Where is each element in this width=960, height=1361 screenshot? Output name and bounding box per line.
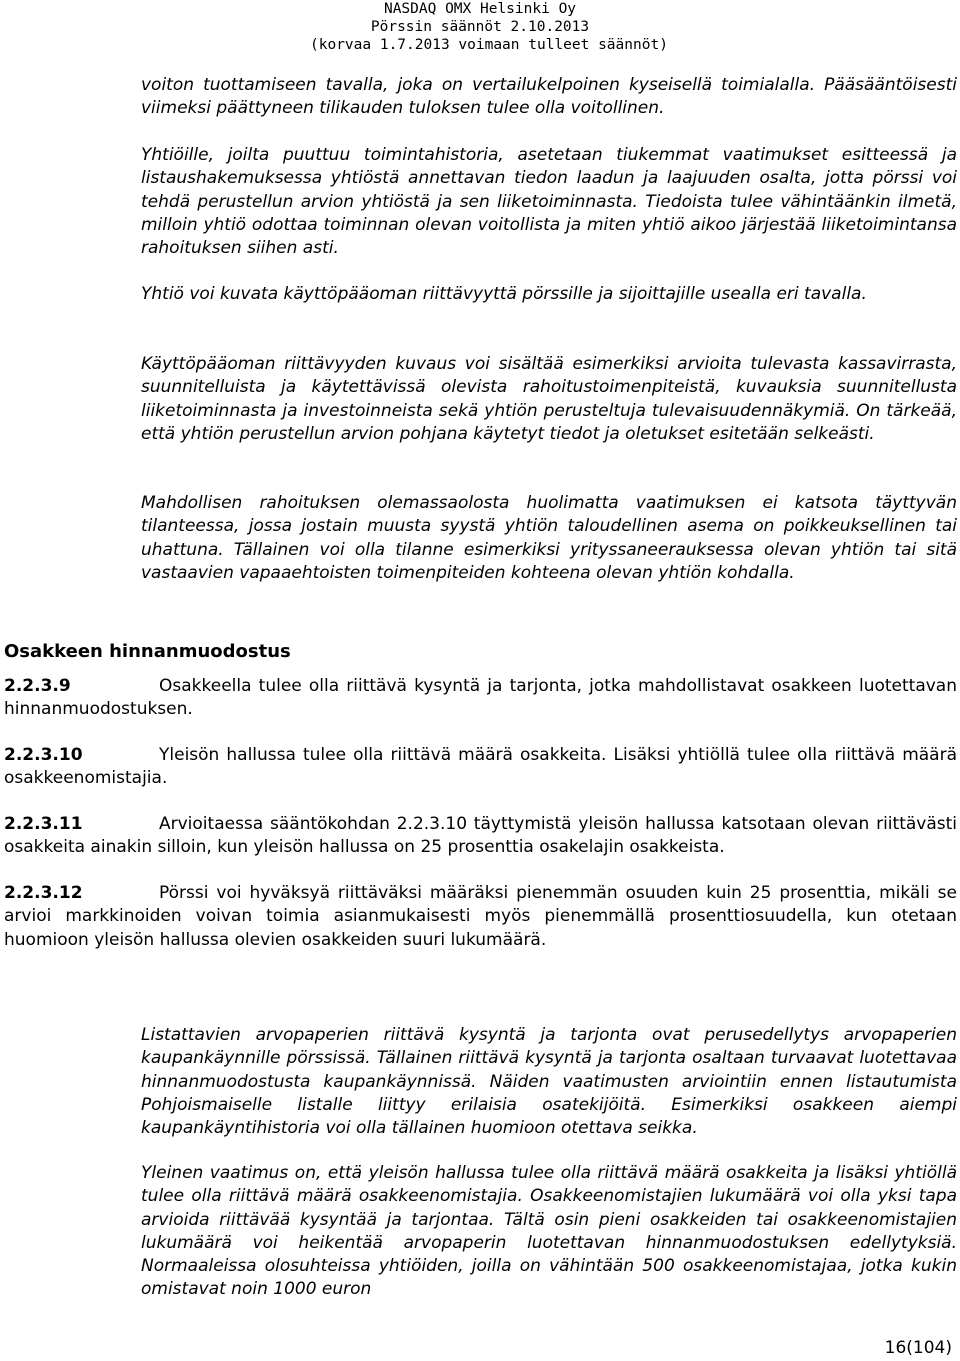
guidance-paragraph-7: Yleinen vaatimus on, että yleisön hallussa tulee olla riittävä määrä osakkeita ja lisäksi yhtiöllä tulee olla riittävä määrä osakkeenomistajia. Osakkeenomistajien lukumäärä voi olla yksi tapa arvioida riittävää kysyntää ja tarjontaa. Tältä osin pieni osakkeiden tai osakkeenomistajien lukumäärä voi heikentää arvopaperin luotettavan hinnanmuodostuksen edellytyksiä. Normaaleissa olosuhteissa yhtiöiden, joilla on vähintään 500 osakkeenomistajaa, jotka kukin omistavat noin 1000 euron xyxy=(141,1163,957,1300)
rule-number: 2.2.3.11 xyxy=(4,814,83,834)
header-line-1: NASDAQ OMX Helsinki Oy xyxy=(383,1,577,17)
guidance-paragraph-3: Yhtiö voi kuvata käyttöpääoman riittävyyttä pörssille ja sijoittajille usealla eri tavalla. xyxy=(141,284,867,304)
rule-number: 2.2.3.9 xyxy=(4,676,71,696)
guidance-paragraph-1: voiton tuottamiseen tavalla, joka on vertailukelpoinen kyseisellä toimialalla. Pääsääntöisesti viimeksi päättyneen tilikauden tuloksen tulee olla voitollinen. xyxy=(141,75,957,119)
rule-text: Arvioitaessa sääntökohdan 2.2.3.10 täyttymistä yleisön hallussa katsotaan olevan riittävästi osakkeita ainakin silloin, kun yleisön hallussa on 25 prosenttia osakelajin osakkeista. xyxy=(4,814,957,858)
guidance-paragraph-2: Yhtiöille, joilta puuttuu toimintahistoria, asetetaan tiukemmat vaatimukset esitteessä ja listaushakemuksessa yhtiöstä annettavan tiedon laadun ja laajuuden osalta, jotta pörssi voi tehdä perustellun arvion yhtiöstä ja sen liiketoiminnasta. Tiedoista tulee vähintäänkin ilmetä, milloin yhtiö odottaa toiminnan olevan voitollista ja miten yhtiö aikoo järjestää liiketoimintansa rahoituksen siihen asti. xyxy=(141,145,957,259)
guidance-paragraph-6: Listattavien arvopaperien riittävä kysyntä ja tarjonta ovat perusedellytys arvopaperien kaupankäynnille pörssissä. Tällainen riittävä kysyntä ja tarjonta osaltaan turvaavat luotettavaa hinnanmuodostusta kaupankäynnissä. Näiden vaatimusten arviointiin ennen listautumista Pohjoismaiselle listalle liittyy erilaisia osatekijöitä. Esimerkiksi osakkeen aiempi kaupankäyntihistoria voi olla tällainen huomioon otettava seikka. xyxy=(141,1025,957,1139)
guidance-paragraph-4: Käyttöpääoman riittävyyden kuvaus voi sisältää esimerkiksi arvioita tulevasta kassavirrasta, suunnitelluista ja käytettävissä olevista rahoitustoimenpiteistä, kuvauksia suunnitellusta liiketoiminnasta ja investoinneista sekä yhtiön perusteltuja tulevaisuudennäkymiä. On tärkeää, että yhtiön perustellun arvion pohjana käytetyt tiedot ja oletukset esitetään selkeästi. xyxy=(141,354,957,444)
rule-text: Yleisön hallussa tulee olla riittävä määrä osakkeita. Lisäksi yhtiöllä tulee olla riittävä määrä osakkeenomistajia. xyxy=(4,745,957,789)
rule-number: 2.2.3.12 xyxy=(4,883,83,903)
header-line-2: Pörssin säännöt 2.10.2013 xyxy=(370,19,590,35)
header-line-3: (korvaa 1.7.2013 voimaan tulleet säännöt) xyxy=(310,37,668,53)
rule-2-2-3-9 xyxy=(4,675,957,722)
rule-text: Pörssi voi hyväksyä riittäväksi määräksi pienemmän osuuden kuin 25 prosenttia, mikäli se arvioi markkinoiden voivan toimia asianmukaisesti myös pienemmällä prosenttiosuudella, kun otetaan huomioon yleisön hallussa olevien osakkeiden suuri lukumäärä. xyxy=(4,883,957,950)
rule-2-2-3-10 xyxy=(4,744,957,791)
rule-text: Osakkeella tulee olla riittävä kysyntä ja tarjonta, jotka mahdollistavat osakkeen luotettavan hinnanmuodostuksen. xyxy=(4,676,957,720)
rule-2-2-3-11 xyxy=(4,813,957,860)
page-header xyxy=(310,0,668,54)
guidance-paragraph-5: Mahdollisen rahoituksen olemassaolosta huolimatta vaatimuksen ei katsota täyttyvän tilanteessa, jossa jostain muusta syystä yhtiön taloudellinen asema on poikkeuksellinen tai uhattuna. Tällainen voi olla tilanne esimerkiksi yrityssaneerauksessa olevan yhtiön tai sitä vastaavien vapaaehtoisten toimenpiteiden kohteena olevan yhtiön kohdalla. xyxy=(141,493,957,583)
rule-2-2-3-12 xyxy=(4,882,957,952)
page-number: 16(104) xyxy=(884,1338,952,1358)
rule-number: 2.2.3.10 xyxy=(4,745,83,765)
section-title: Osakkeen hinnanmuodostus xyxy=(4,641,291,662)
